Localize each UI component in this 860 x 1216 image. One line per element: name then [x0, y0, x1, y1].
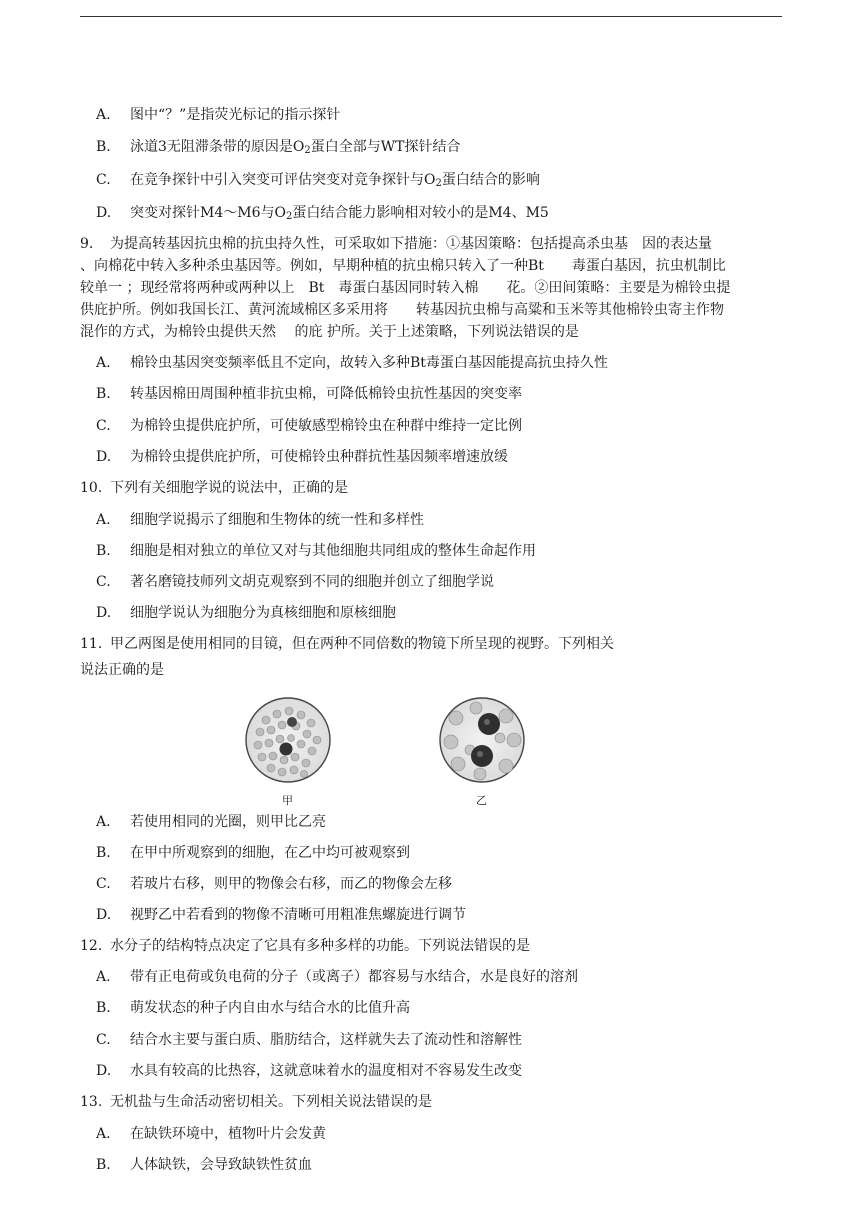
option-letter: B. [96, 543, 111, 559]
q8-option-d[interactable] [96, 203, 796, 227]
question-number: 13. [80, 1094, 103, 1110]
option-letter: B. [96, 1157, 111, 1173]
q11-option-c[interactable] [96, 874, 796, 894]
q12-option-b[interactable] [96, 998, 796, 1018]
option-text: 突变对探针M4～M6与$O_2$蛋白结合能力影响相对较小的是M4、M5 [130, 205, 549, 222]
option-letter: B. [96, 386, 111, 402]
option-letter: C. [96, 172, 111, 188]
option-letter: D. [96, 1063, 112, 1079]
option-text: 棉铃虫基因突变频率低且不定向，故转入多种Bt毒蛋白基因能提高抗虫持久性 [130, 355, 608, 371]
option-letter: A. [96, 1126, 111, 1142]
option-text: 结合水主要与蛋白质、脂肪结合，这样就失去了流动性和溶解性 [130, 1032, 522, 1048]
question-number: 10. [80, 480, 103, 496]
option-text: 在缺铁环境中，植物叶片会发黄 [130, 1126, 326, 1142]
q9-stem-line-4: 供庇护所。例如我国长江、黄河流域棉区多采用将 转基因抗虫棉与高粱和玉米等其他棉铃虫寄主作物 [80, 302, 724, 318]
option-text: 为棉铃虫提供庇护所，可使棉铃虫种群抗性基因频率增速放缓 [130, 449, 508, 465]
option-letter: D. [96, 605, 112, 621]
option-text: 视野乙中若看到的物像不清晰可用粗准焦螺旋进行调节 [130, 907, 466, 923]
question-text: 甲乙两图是使用相同的目镜，但在两种不同倍数的物镜下所呈现的视野。下列相关 [110, 636, 614, 652]
q13-option-a[interactable] [96, 1124, 796, 1144]
option-text: 细胞是相对独立的单位又对与其他细胞共同组成的整体生命起作用 [130, 543, 536, 559]
option-text: 若使用相同的光圈，则甲比乙亮 [130, 814, 326, 830]
q9-stem-line-5: 混作的方式，为棉铃虫提供天然 的庇 护所。关于上述策略，下列说法错误的是 [80, 324, 579, 340]
q12-option-a[interactable] [96, 967, 796, 987]
question-number: 9. [80, 236, 94, 252]
q10-option-d[interactable] [96, 603, 796, 623]
q11-option-b[interactable] [96, 843, 796, 863]
q9-stem-line-1 [80, 234, 780, 254]
option-text: 在甲中所观察到的细胞，在乙中均可被观察到 [130, 845, 410, 861]
option-text: 萌发状态的种子内自由水与结合水的比值升高 [130, 1000, 410, 1016]
option-letter: C. [96, 574, 111, 590]
option-letter: A. [96, 814, 111, 830]
option-text: 泳道3无阻滞条带的原因是$O_2$蛋白全部与WT探针结合 [130, 139, 461, 156]
question-number: 12. [80, 938, 103, 954]
option-letter: A. [96, 969, 111, 985]
option-letter: A. [96, 355, 111, 371]
q13-option-b[interactable] [96, 1155, 796, 1175]
q10-option-b[interactable] [96, 541, 796, 561]
q9-stem-line-2: 、向棉花中转入多种杀虫基因等。例如，早期种植的抗虫棉只转入了一种Bt 毒蛋白基因，抗虫机制比 [80, 258, 726, 274]
field-jia [246, 698, 330, 782]
q10-option-a[interactable] [96, 510, 796, 530]
q11-option-a[interactable] [96, 812, 796, 832]
q9-option-c[interactable] [96, 416, 796, 436]
option-letter: B. [96, 1000, 111, 1016]
option-letter: B. [96, 845, 111, 861]
q9-option-d[interactable] [96, 447, 796, 467]
figure-label-jia: 甲 [282, 794, 293, 807]
q8-option-b[interactable] [96, 137, 796, 161]
q11-option-d[interactable] [96, 905, 796, 925]
q11-stem-cont: 说法正确的是 [80, 662, 164, 678]
option-text: 在竞争探针中引入突变可评估突变对竞争探针与$O_2$蛋白结合的影响 [130, 172, 540, 189]
option-text: 带有正电荷或负电荷的分子（或离子）都容易与水结合，水是良好的溶剂 [130, 969, 578, 985]
q13-stem [80, 1092, 780, 1112]
q12-option-d[interactable] [96, 1061, 796, 1081]
option-text: 转基因棉田周围种植非抗虫棉，可降低棉铃虫抗性基因的突变率 [130, 386, 522, 402]
question-text: 无机盐与生命活动密切相关。下列相关说法错误的是 [110, 1094, 432, 1110]
q8-option-c[interactable] [96, 170, 796, 194]
option-text: 著名磨镜技师列文胡克观察到不同的细胞并创立了细胞学说 [130, 574, 494, 590]
option-letter: D. [96, 907, 112, 923]
question-text: 下列有关细胞学说的说法中，正确的是 [110, 480, 348, 496]
option-text: 细胞学说认为细胞分为真核细胞和原核细胞 [130, 605, 396, 621]
q8-option-a[interactable] [96, 105, 796, 125]
option-letter: C. [96, 418, 111, 434]
option-text: 为棉铃虫提供庇护所，可使敏感型棉铃虫在种群中维持一定比例 [130, 418, 522, 434]
option-letter: C. [96, 876, 111, 892]
header-rule [80, 16, 782, 17]
option-letter: C. [96, 1032, 111, 1048]
field-yi [440, 698, 524, 782]
microscope-figure [244, 694, 534, 809]
option-letter: D. [96, 205, 112, 221]
question-text: 为提高转基因抗虫棉的抗虫持久性，可采取如下措施：①基因策略：包括提高杀虫基 因的表达量 [110, 236, 712, 252]
q10-stem [80, 478, 780, 498]
option-text: 人体缺铁，会导致缺铁性贫血 [130, 1157, 312, 1173]
option-text: 细胞学说揭示了细胞和生物体的统一性和多样性 [130, 512, 424, 528]
option-letter: D. [96, 449, 112, 465]
question-number: 11. [80, 636, 103, 652]
option-text: 若玻片右移，则甲的物像会右移，而乙的物像会左移 [130, 876, 452, 892]
option-letter: A. [96, 512, 111, 528]
q9-option-a[interactable] [96, 353, 796, 373]
option-text: 图中“？”是指荧光标记的指示探针 [130, 107, 341, 123]
q12-option-c[interactable] [96, 1030, 796, 1050]
figure-label-yi: 乙 [476, 794, 487, 807]
q9-stem-line-3: 较单一 ；现经常将两种或两种以上 Bt 毒蛋白基因同时转入棉 花。②田间策略：主要是为棉铃虫提 [80, 280, 731, 296]
q9-option-b[interactable] [96, 384, 796, 404]
option-letter: A. [96, 107, 111, 123]
question-text: 水分子的结构特点决定了它具有多种多样的功能。下列说法错误的是 [110, 938, 530, 954]
q12-stem [80, 936, 780, 956]
option-text: 水具有较高的比热容，这就意味着水的温度相对不容易发生改变 [130, 1063, 522, 1079]
q11-stem [80, 634, 780, 654]
q10-option-c[interactable] [96, 572, 796, 592]
option-letter: B. [96, 139, 111, 155]
